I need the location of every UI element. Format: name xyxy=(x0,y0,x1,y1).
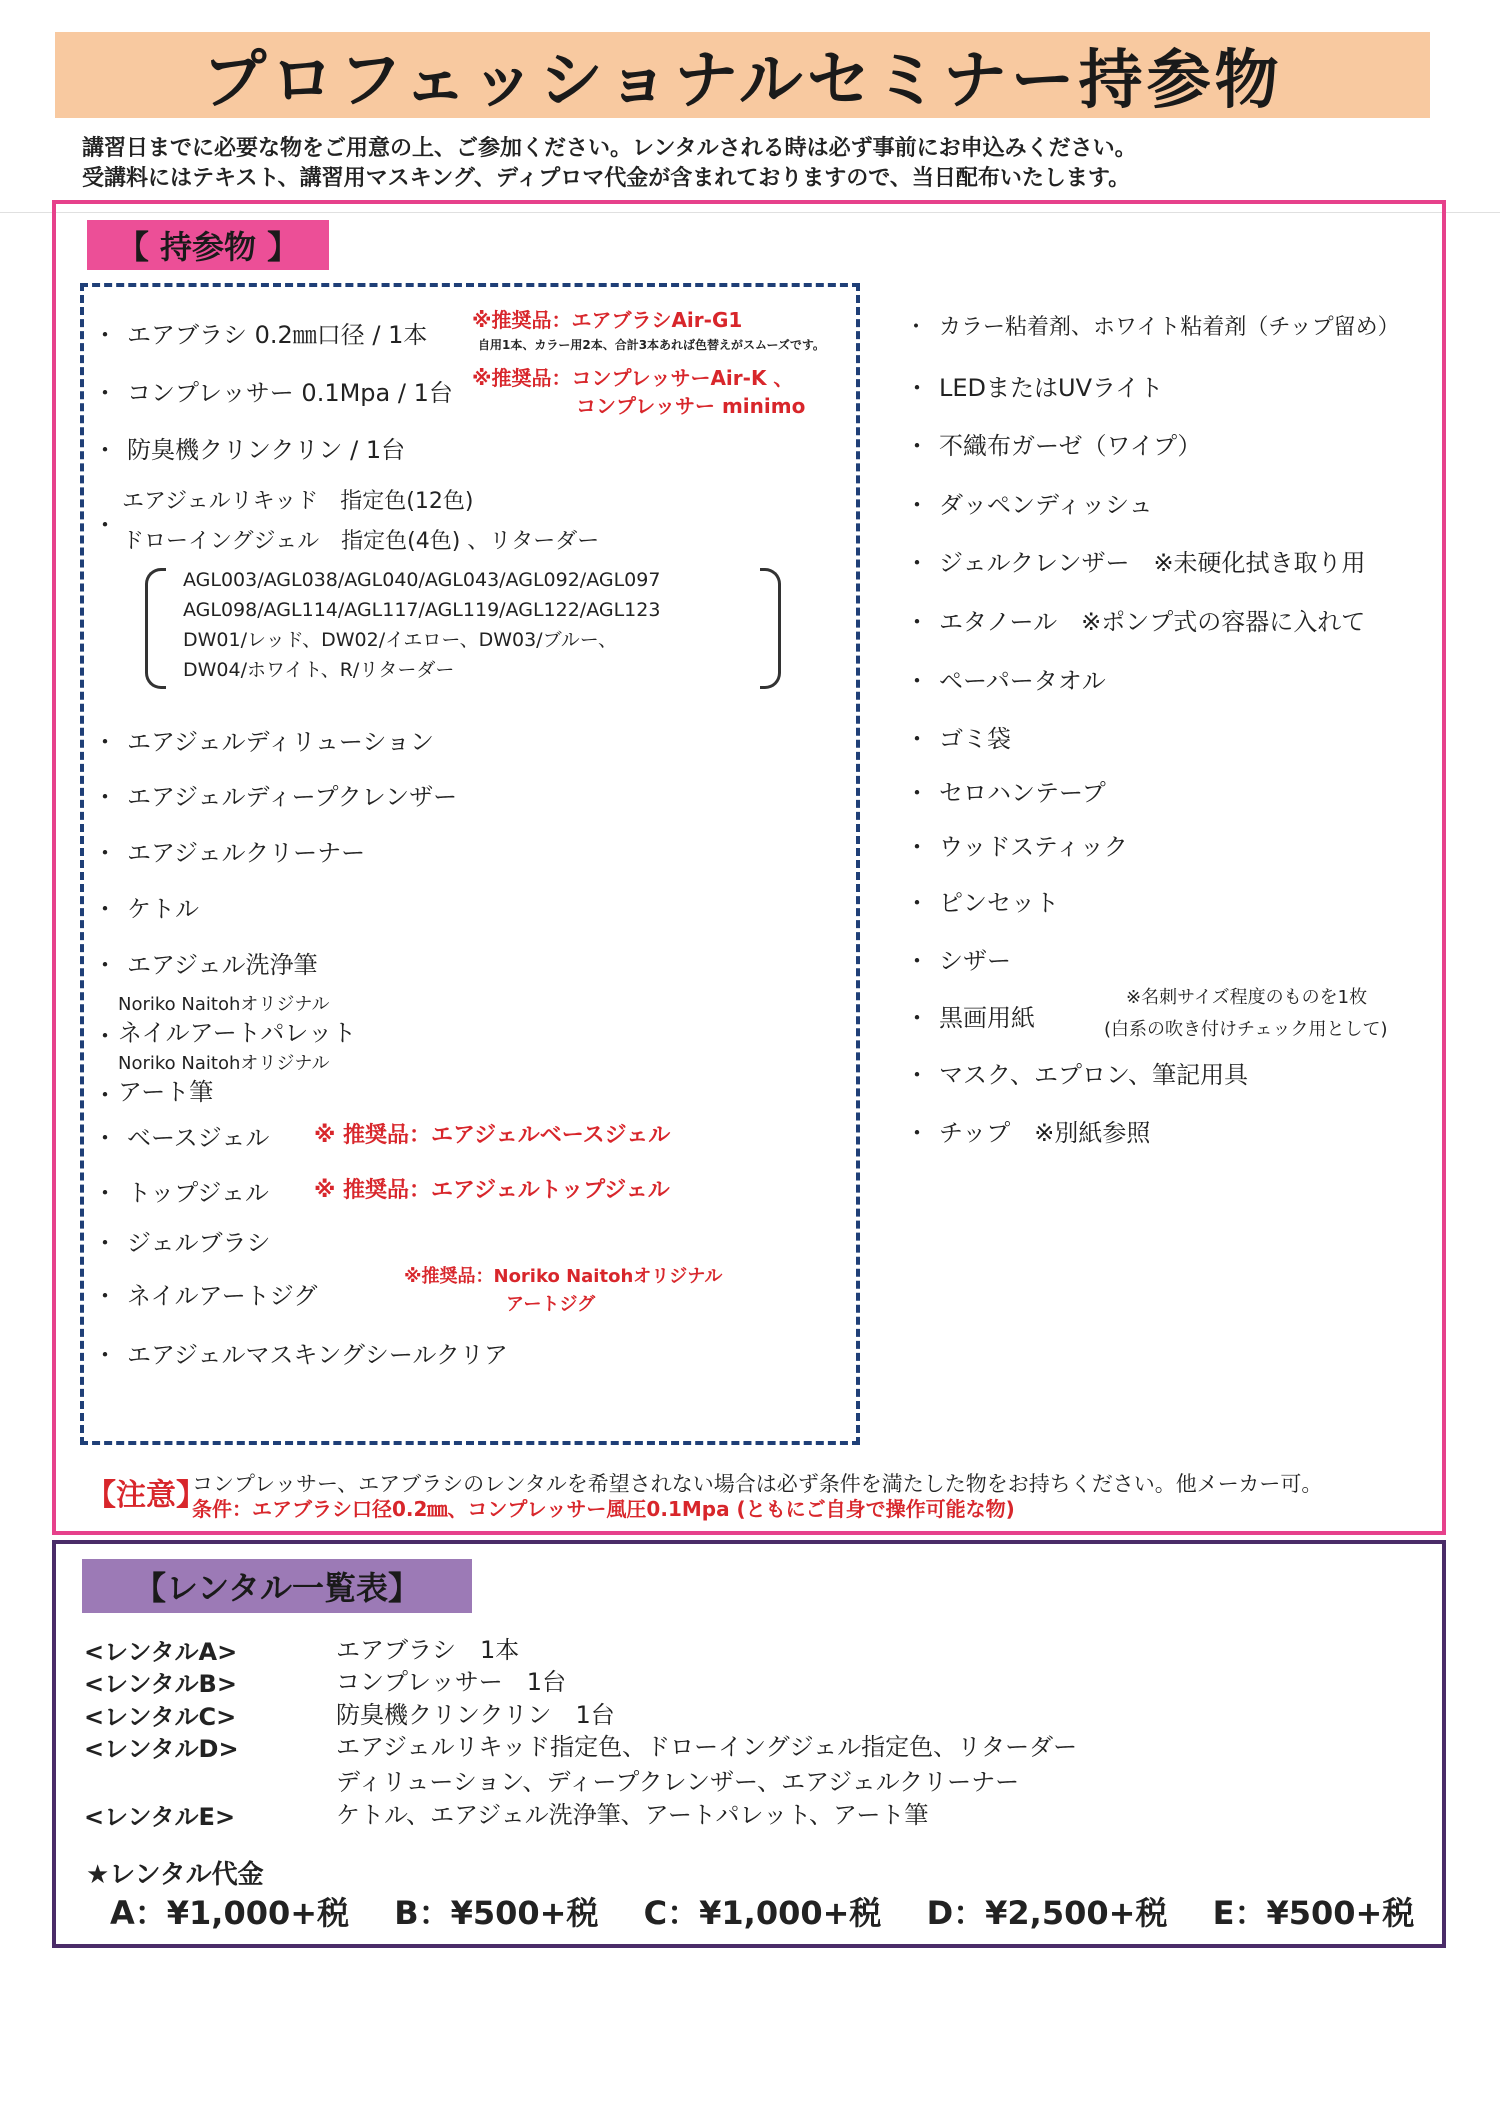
item-ethanol: ・ エタノール ※ポンプ式の容器に入れて xyxy=(905,608,1366,636)
item-trash-bag: ・ ゴミ袋 xyxy=(905,725,1011,753)
rental-fees xyxy=(110,1888,1448,1934)
item-dilution: ・ エアジェルディリューション xyxy=(93,728,434,756)
airbrush-recommendation-note: 自用1本、カラー用2本、合計3本あれば色替えがスムーズです。 xyxy=(478,338,825,352)
item-black-paper: ・ 黒画用紙 xyxy=(905,1004,1035,1032)
rental-e-code: <レンタルE> xyxy=(84,1803,236,1831)
rental-a-desc: エアブラシ 1本 xyxy=(336,1636,520,1664)
item-adhesive: ・ カラー粘着剤、ホワイト粘着剤（チップ留め） xyxy=(905,315,1400,340)
rental-d-desc-2: ディリューション、ディープクレンザー、エアジェルクリーナー xyxy=(336,1768,1020,1796)
item-art-brush-bullet: ・ xyxy=(93,1081,117,1109)
item-art-brush: アート筆 xyxy=(118,1078,214,1106)
jig-recommendation-2: アートジグ xyxy=(506,1294,596,1315)
codes-bracket-right xyxy=(760,568,781,689)
title-band xyxy=(55,32,1430,118)
rental-d-code: <レンタルD> xyxy=(84,1735,239,1763)
codes-line-4: DW04/ホワイト、R/リターダー xyxy=(183,659,455,681)
item-palette-bullet: ・ xyxy=(93,1022,117,1050)
item-gel-liquid: エアジェルリキッド 指定色(12色) xyxy=(122,489,474,514)
airbrush-recommendation: ※推奨品：エアブラシAir-G1 xyxy=(472,308,743,332)
item-deep-cleanser: ・ エアジェルディープクレンザー xyxy=(93,783,458,811)
item-gauze: ・ 不織布ガーゼ（ワイプ） xyxy=(905,432,1202,460)
item-mask-apron: ・ マスク、エプロン、筆記用具 xyxy=(905,1061,1249,1089)
rental-c-desc: 防臭機クリンクリン 1台 xyxy=(336,1701,615,1729)
page-title: プロフェッショナルセミナー持参物 xyxy=(202,44,1283,118)
fee-e: E：¥500+税 xyxy=(1212,1894,1415,1932)
intro-line-2: 受講料にはテキスト、講習用マスキング、ディプロマ代金が含まれておりますので、当日配布いたします。 xyxy=(82,166,1131,191)
item-wood-stick: ・ ウッドスティック xyxy=(905,833,1128,861)
rental-b-code: <レンタルB> xyxy=(84,1670,237,1698)
item-compressor: ・ コンプレッサー 0.1Mpa / 1台 xyxy=(93,379,453,407)
top-gel-recommendation: ※ 推奨品：エアジェルトップジェル xyxy=(314,1178,670,1203)
items-section-label: 【 持参物 】 xyxy=(87,220,329,270)
caution-label: 【注意】 xyxy=(86,1478,206,1513)
rental-e-desc: ケトル、エアジェル洗浄筆、アートパレット、アート筆 xyxy=(336,1801,929,1829)
jig-recommendation-1: ※推奨品：Noriko Naitohオリジナル xyxy=(404,1266,723,1287)
item-masking-seal: ・ エアジェルマスキングシールクリア xyxy=(93,1341,508,1369)
item-deodorizer: ・ 防臭機クリンクリン / 1台 xyxy=(93,436,406,464)
black-paper-note-2: (白系の吹き付けチェック用として) xyxy=(1104,1019,1388,1040)
item-gel-bullet: ・ xyxy=(93,511,117,539)
fee-c: C：¥1,000+税 xyxy=(643,1894,882,1932)
item-cleaner: ・ エアジェルクリーナー xyxy=(93,839,366,867)
item-base-gel: ・ ベースジェル xyxy=(93,1124,270,1152)
intro-line-1: 講習日までに必要な物をご用意の上、ご参加ください。レンタルされる時は必ず事前にお申込みください。 xyxy=(82,136,1137,161)
fee-d: D：¥2,500+税 xyxy=(926,1894,1168,1932)
item-tape: ・ セロハンテープ xyxy=(905,779,1106,807)
item-dappen: ・ ダッペンディッシュ xyxy=(905,491,1153,519)
item-airbrush: ・ エアブラシ 0.2㎜口径 / 1本 xyxy=(93,321,428,349)
codes-line-2: AGL098/AGL114/AGL117/AGL119/AGL122/AGL123 xyxy=(183,599,661,621)
base-gel-recommendation: ※ 推奨品：エアジェルベースジェル xyxy=(314,1123,671,1148)
item-tip: ・ チップ ※別紙参照 xyxy=(905,1119,1151,1147)
compressor-recommendation-2: コンプレッサー minimo xyxy=(576,394,806,418)
codes-line-3: DW01/レッド、DW02/イエロー、DW03/ブルー、 xyxy=(183,629,618,651)
item-kettle: ・ ケトル xyxy=(93,895,199,923)
rental-a-code: <レンタルA> xyxy=(84,1638,238,1666)
item-wash-brush: ・ エアジェル洗浄筆 xyxy=(93,951,318,979)
intro-text xyxy=(82,134,1137,194)
item-art-jig: ・ ネイルアートジグ xyxy=(93,1282,318,1310)
item-drawing-gel: ドローイングジェル 指定色(4色) 、リターダー xyxy=(122,529,600,554)
item-top-gel: ・ トップジェル xyxy=(93,1179,269,1207)
item-paper-towel: ・ ペーパータオル xyxy=(905,667,1106,695)
color-codes xyxy=(183,565,660,685)
rental-d-desc: エアジェルリキッド指定色、ドローイングジェル指定色、リターダー xyxy=(336,1733,1078,1761)
palette-subtitle: Noriko Naitohオリジナル xyxy=(118,994,330,1015)
codes-line-1: AGL003/AGL038/AGL040/AGL043/AGL092/AGL097 xyxy=(183,569,661,591)
item-palette: ネイルアートパレット xyxy=(118,1019,357,1047)
caution-condition: 条件：エアブラシ口径0.2㎜、コンプレッサー風圧0.1Mpa (ともにご自身で操作可能な物) xyxy=(192,1497,1015,1521)
item-light: ・ LEDまたはUVライト xyxy=(905,374,1164,402)
art-brush-subtitle: Noriko Naitohオリジナル xyxy=(118,1053,330,1074)
rental-section-label: 【レンタル一覧表】 xyxy=(82,1559,472,1613)
item-gel-cleanser: ・ ジェルクレンザー ※未硬化拭き取り用 xyxy=(905,549,1366,577)
black-paper-note-1: ※名刺サイズ程度のものを1枚 xyxy=(1126,987,1368,1008)
fee-b: B：¥500+税 xyxy=(394,1894,599,1932)
item-gel-brush: ・ ジェルブラシ xyxy=(93,1229,271,1257)
rental-c-code: <レンタルC> xyxy=(84,1703,237,1731)
caution-text: コンプレッサー、エアブラシのレンタルを希望されない場合は必ず条件を満たした物をお持ちください。他メーカー可。 xyxy=(192,1472,1323,1496)
rental-b-desc: コンプレッサー 1台 xyxy=(336,1668,567,1696)
item-scissors: ・ シザー xyxy=(905,947,1011,975)
compressor-recommendation-1: ※推奨品：コンプレッサーAir-K 、 xyxy=(472,366,794,390)
fee-a: A：¥1,000+税 xyxy=(110,1894,350,1932)
rental-fee-title: ★レンタル代金 xyxy=(86,1860,264,1890)
item-tweezers: ・ ピンセット xyxy=(905,889,1059,917)
codes-bracket-left xyxy=(145,568,166,689)
